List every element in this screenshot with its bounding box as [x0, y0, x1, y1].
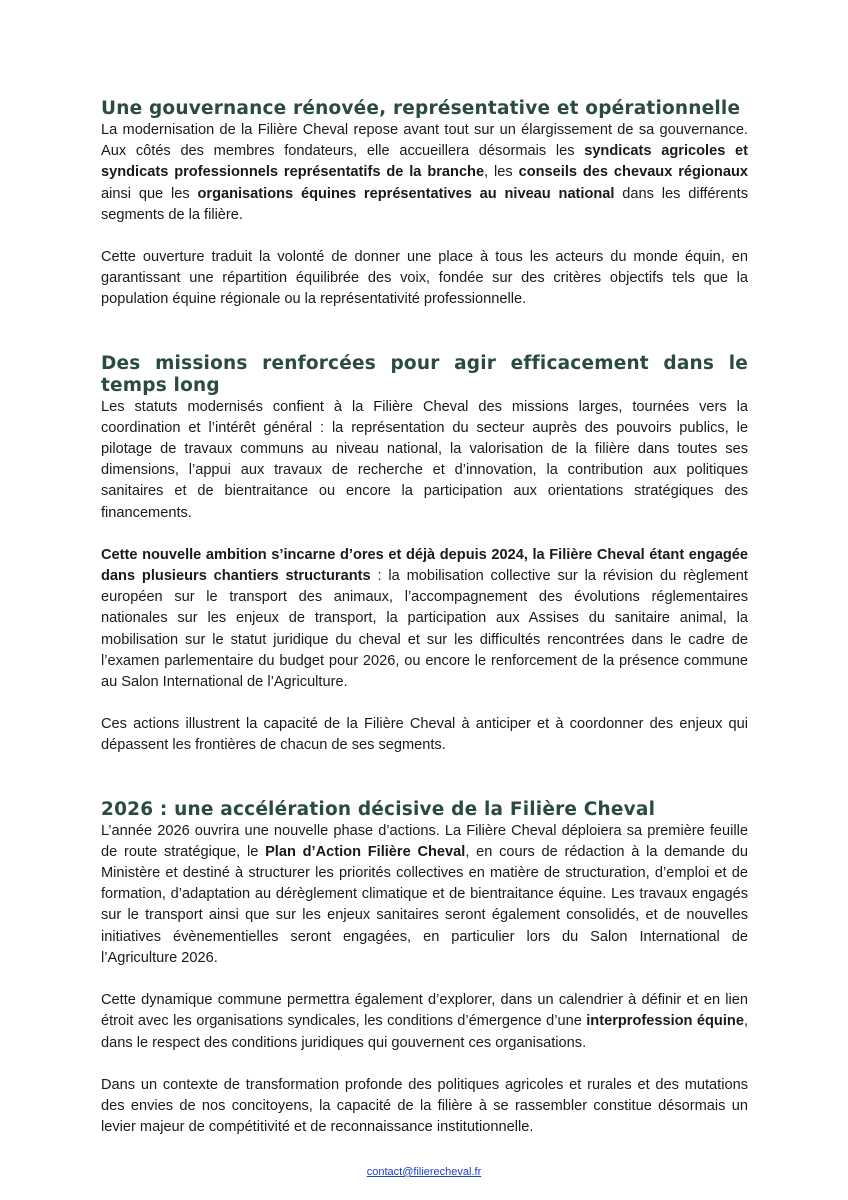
bold-segment: Plan d’Action Filière Cheval [265, 843, 466, 860]
section-heading-governance: Une gouvernance rénovée, représentative et opérationnelle [101, 98, 741, 119]
spacer [101, 757, 748, 799]
text-segment: Ces actions illustrent la capacité de la Filière Cheval à anticiper et à coordonner des enjeux qui dépassent les frontières de chacun de ses segments. [101, 716, 748, 754]
paragraph-missions-2 [101, 545, 748, 693]
text-segment: , les [484, 164, 519, 181]
spacer [101, 524, 748, 545]
section-heading-missions: Des missions renforcées pour agir efficacement dans le temps long [101, 352, 748, 396]
contact-email-link[interactable]: contact@filierecheval.fr [366, 1166, 482, 1178]
bold-segment: interprofession équine [586, 1013, 744, 1030]
text-segment: Cette ouverture traduit la volonté de donner une place à tous les acteurs du monde équin, en garantissant une répartition équilibrée des voix, fondée sur des critères objectifs tels que la population équine régionale ou la représentativité professionnelle. [101, 249, 748, 308]
text-segment: , dans le respect des conditions juridiques qui gouvernent ces organisations. [101, 1013, 748, 1051]
spacer [101, 1054, 748, 1075]
text-segment: ainsi que les [101, 185, 198, 202]
text-segment: Cette dynamique commune permettra également d’explorer, dans un calendrier à définir et en lien étroit avec les organisations syndicales, les conditions d’émergence d’une [101, 992, 748, 1030]
text-segment: : la mobilisation collective sur la révision du règlement européen sur le transport des animaux, l’accompagnement des évolutions réglementaires nationales sur les enjeux de transport, la participation aux Assises du sanitaire animal, la mobilisation sur le statut juridique du cheval et sur les difficultés rencontrées dans le cadre de l’examen parlementaire du budget pour 2026, ou encore le renforcement de la présence commune au Salon International de l’Agriculture. [101, 568, 748, 691]
paragraph-2026-3 [101, 1075, 748, 1139]
bold-segment: Cette nouvelle ambition s’incarne d’ores et déjà depuis 2024, la Filière Cheval étant engagée dans plusieurs chantiers structurants [101, 546, 748, 585]
spacer [101, 693, 748, 714]
paragraph-missions-3 [101, 714, 748, 756]
page-footer [0, 1166, 848, 1178]
text-segment: , en cours de rédaction à la demande du Ministère et destiné à structurer les priorités collectives en matière de structuration, d’emploi et de formation, d’adaptation au dérèglement climatique et de bientraitance équine. Les travaux engagés sur le transport ainsi que sur les enjeux sanitaires seront également consolidés, et de nouvelles initiatives évènementielles seront engagées, en particulier lors du Salon International de l’Agriculture 2026. [101, 843, 748, 966]
bold-segment: syndicats agricoles et syndicats professionnels représentatifs de la branche [101, 143, 748, 181]
spacer [101, 311, 748, 353]
bold-segment: organisations équines représentatives au niveau national [197, 185, 615, 202]
paragraph-missions-1 [101, 397, 748, 524]
text-segment: Les statuts modernisés confient à la Filière Cheval des missions larges, tournées vers la coordination et l’intérêt général : la représentation du secteur auprès des pouvoirs publics, le pilotage de travaux communs au niveau national, la valorisation de la filière dans toutes ses dimensions, l’appui aux travaux de recherche et d’innovation, la contribution aux politiques sanitaires et de bientraitance ou encore la participation aux orientations stratégiques des financements. [101, 398, 748, 521]
section-heading-2026: 2026 : une accélération décisive de la Filière Cheval [101, 798, 656, 820]
bold-segment: conseils des chevaux régionaux [518, 164, 748, 181]
text-segment: La modernisation de la Filière Cheval repose avant tout sur un élargissement de sa gouvernance. Aux côtés des membres fondateurs, elle accueillera désormais les [101, 122, 748, 160]
paragraph-2026-2 [101, 990, 748, 1054]
paragraph-governance-1 [101, 120, 748, 226]
text-segment: dans les différents segments de la filière. [101, 185, 748, 223]
paragraph-2026-1 [101, 821, 748, 969]
paragraph-governance-2 [101, 247, 748, 311]
document-page [101, 98, 748, 1138]
spacer [101, 226, 748, 247]
text-segment: Dans un contexte de transformation profonde des politiques agricoles et rurales et des mutations des envies de nos concitoyens, la capacité de la filière à se rassembler constitue désormais un levier majeur de compétitivité et de reconnaissance institutionnelle. [101, 1076, 748, 1136]
spacer [101, 969, 748, 990]
text-segment: L’année 2026 ouvrira une nouvelle phase d’actions. La Filière Cheval déploiera sa première feuille de route stratégique, le [101, 822, 748, 860]
